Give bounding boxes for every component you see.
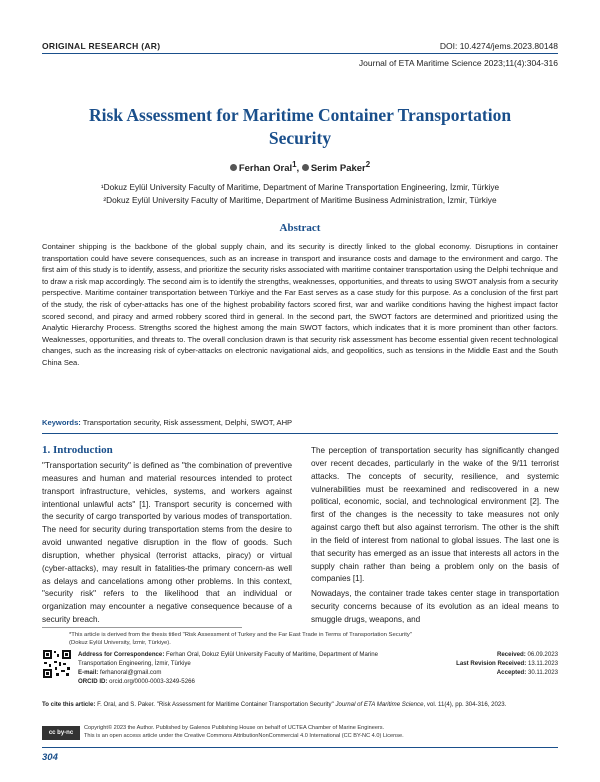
email-link[interactable]: ferhanoral@gmail.com: [98, 669, 162, 676]
footnote-divider: [42, 627, 242, 628]
date-label: Accepted:: [496, 669, 527, 676]
cc-license-icon[interactable]: [42, 726, 80, 740]
license-text: [84, 724, 554, 740]
date-value: 30.11.2023: [526, 669, 558, 676]
footnote-line: (Dokuz Eylül University, İzmir, Türkiye).: [69, 640, 171, 646]
author-name: Serim Paker: [310, 163, 366, 175]
qr-code-icon[interactable]: [42, 649, 72, 679]
license-line: This is an open access article under the Creative Commons AttributionNonCommercial 4.0 International (CC BY-NC 4.0) License.: [84, 733, 404, 739]
footnote-line: *This article is derived from the thesis titled "Risk Assessment of Turkey and the Far East Trade in Terms of Transportation Security": [69, 632, 412, 638]
cite-text: F. Oral, and S. Paker. "Risk Assessment for Maritime Container Transportation Security": [95, 701, 336, 708]
author-sup: 2: [365, 160, 371, 169]
section-heading: 1. Introduction: [42, 444, 113, 456]
abstract-text: Container shipping is the backbone of the global supply chain, and its security is directly linked to the global economy. Disruptions in container transportation could have severe consequences, such as an increase in transport and insurance costs and damage to the environment and cargo. The first aim of this study is to identify, assess, and prioritize the security risks associated with maritime container transportation using the Delphi technique and to draw a risk map accordingly. The second aim is to identify the strengths, weaknesses, opportunities, and threats to using SWOT analysis from a security perspective. Maritime container transportation between Türkiye and the Far East serves as a case study for this purpose. As a conclusion of the first part of the study, the risk of cyber-attacks has one of the highest probability factors scored first, war and warlike conditions having the highest impact factor scored second, and piracy and armed robbery scored third in general. In the second part, the SWOT factors are determined and prioritized using the Analytic Hierarchy Process. Strengths scored the highest among the main SWOT factors, which indicates that it is more prominent than other factors. Weaknesses, opportunities, and threats to. The overall conclusion drawn is that security risk assessment has become essential given recent technological changes, such as the increasing risk of cyber-attacks on electronic navigational aids, and geopolitics, such as tensions in the Middle East and the South China Sea.: [42, 242, 558, 367]
page-number: 304: [42, 752, 58, 763]
orcid-icon[interactable]: [302, 164, 309, 171]
email-label: E-mail:: [78, 669, 99, 676]
cite-journal: Journal of ETA Maritime Science: [335, 701, 424, 708]
footnote: [69, 631, 412, 647]
author-name: Ferhan Oral: [238, 163, 293, 175]
license-line: Copyright© 2023 the Author. Published by Galenos Publishing House on behalf of UCTEA Chamber of Marine Engineers.: [84, 725, 385, 731]
cc-label: cc by-nc: [48, 730, 74, 736]
correspondence: [78, 650, 408, 686]
orcid-link[interactable]: orcid.org/0000-0003-3249-5266: [107, 678, 195, 685]
doi[interactable]: DOI: 10.4274/jems.2023.80148: [439, 41, 558, 51]
orcid-label: ORCID ID:: [78, 678, 108, 685]
cite-label: To cite this article:: [42, 701, 96, 708]
abstract-heading: Abstract: [279, 222, 321, 234]
citation: [42, 700, 558, 709]
cite-rest: , vol. 11(4), pp. 304-316, 2023.: [423, 701, 507, 708]
date-value: 06.09.2023: [525, 651, 558, 658]
affiliation: ²Dokuz Eylül University Faculty of Maritime, Department of Maritime Business Administration, İzmir, Türkiye: [103, 195, 497, 205]
article-type: ORIGINAL RESEARCH (AR): [42, 41, 161, 51]
footer-divider: [42, 747, 558, 748]
right-column: [311, 445, 559, 629]
author-list: [40, 160, 560, 174]
paragraph: Nowadays, the container trade takes center stage in transportation security concerns because of its evolution as an ideal means to smuggle drugs, weapons, and: [311, 589, 559, 624]
date-label: Received:: [497, 651, 526, 658]
author-separator: ,: [296, 163, 302, 175]
affiliations: [40, 181, 560, 207]
orcid-icon[interactable]: [230, 164, 237, 171]
journal-citation: Journal of ETA Maritime Science 2023;11(4):304-316: [358, 58, 558, 68]
section-divider: [42, 433, 558, 434]
affiliation: ¹Dokuz Eylül University Faculty of Maritime, Department of Marine Transportation Engineering, İzmir, Türkiye: [100, 182, 500, 192]
corr-label: Address for Correspondence:: [78, 651, 165, 658]
keywords-label: Keywords:: [42, 418, 81, 427]
corr-text: Ferhan Oral, Dokuz Eylül University Faculty of Maritime, Department of Marine Transportation Engineering, İzmir, Türkiye: [78, 651, 379, 667]
author-sup: 1: [292, 160, 297, 169]
paragraph: The perception of transportation security has significantly changed over recent decades, particularly in the wake of the 9/11 terrorist attacks. The concepts of security, resilience, and systemic vulnerabilities must be reexamined and rediscovered in a new political, economic, social, and technological environment [2]. The first of the changes is the necessity to take measures not only against cargo theft but also against terrorism. The other is the shift in the field of interest from national to global issues. The last one is that security has emerged as an issue that interests all actors in the supply chain rather than being a problem only on the basis of companies [1].: [311, 446, 559, 584]
keywords: [42, 418, 292, 427]
article-dates: [456, 650, 558, 677]
header-divider: [42, 53, 558, 54]
date-label: Last Revision Received:: [456, 660, 527, 667]
keywords-list: Transportation security, Risk assessment, Delphi, SWOT, AHP: [80, 418, 293, 427]
left-column: [42, 460, 292, 629]
paragraph: "Transportation security" is defined as "the combination of preventive measures and human and material resources intended to protect transport infrastructure, vehicles, systems, and workers against intentional unlawful acts" [1]. Transport security is concerned with the security of cargo transported by various modes of transportation. The need for security during transportation stems from the desire to avoid unwanted negative disruption in the flow of goods. Such disruption, whether physical (terrorist attacks, piracy) or virtual (cyber-attacks), may result in fatalities-the primary concern-as well as delays and cancelations among other problems. In this context, "security risk" refers to the likelihood that an individual or organization may encounter a negative consequence because of a security breach.: [42, 461, 292, 625]
date-value: 13.11.2023: [526, 660, 558, 667]
article-title: Risk Assessment for Maritime Container Transportation Security: [88, 105, 512, 148]
